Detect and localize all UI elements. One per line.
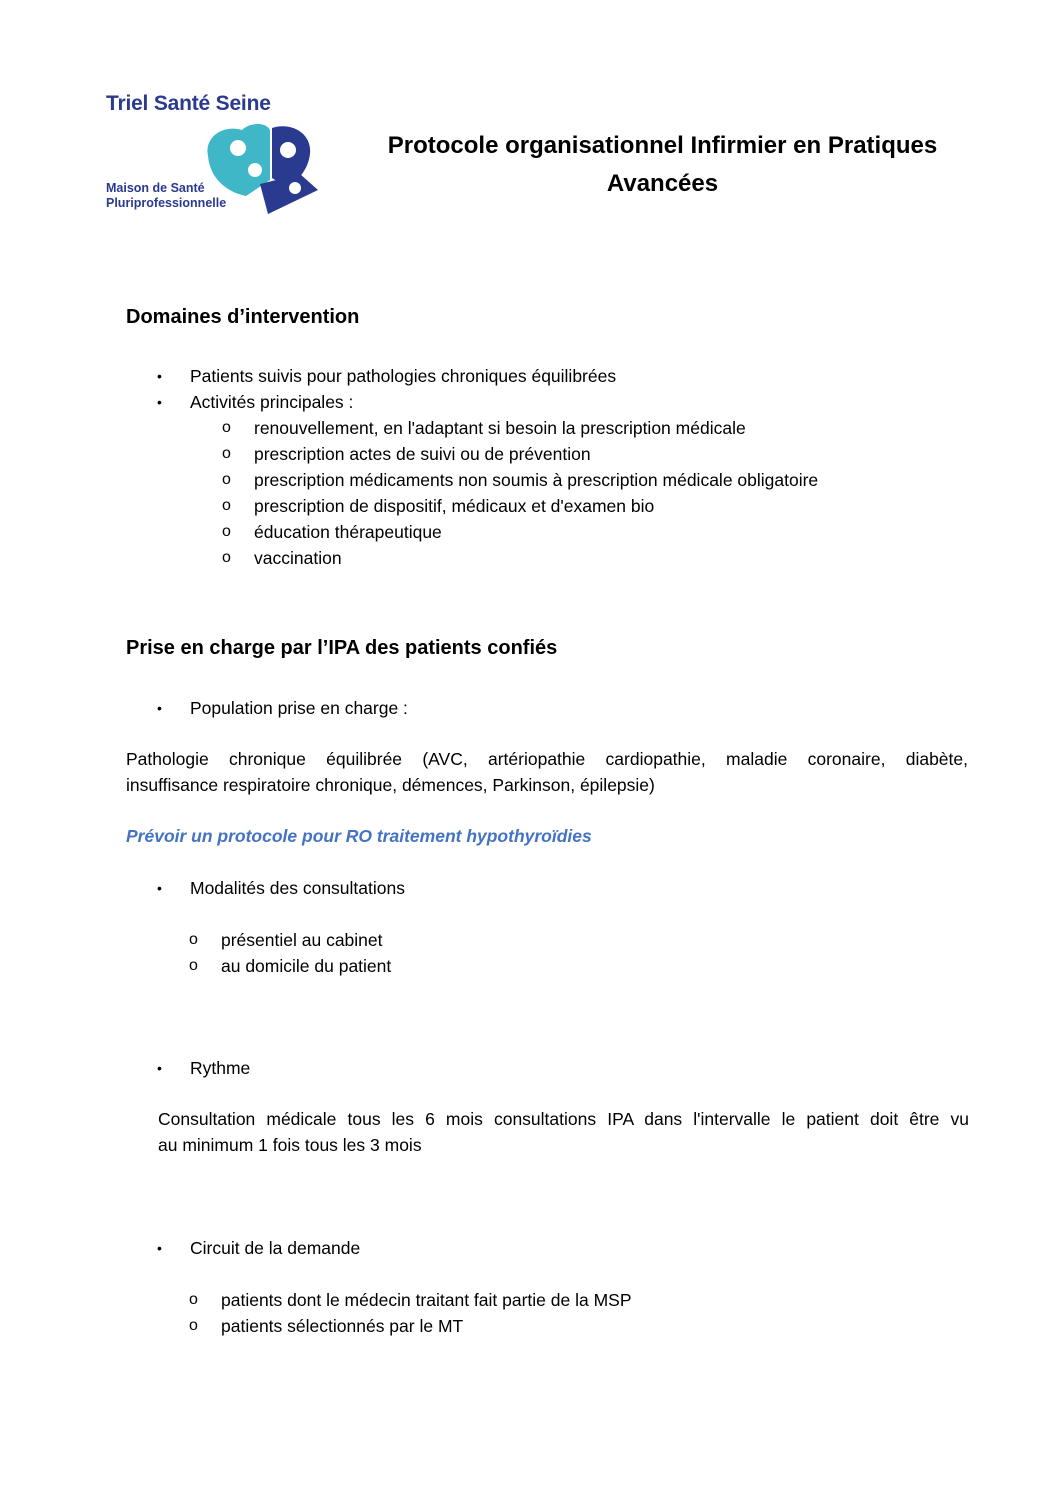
sub-list-item: vaccination — [254, 548, 342, 568]
list-item: Circuit de la demande — [190, 1238, 361, 1258]
sub-list-item: patients sélectionnés par le MT — [221, 1316, 464, 1336]
circle-bullet-icon: o — [189, 1317, 198, 1334]
section-heading-prise-en-charge: Prise en charge par l’IPA des patients confiés — [126, 637, 558, 659]
sub-list-item: présentiel au cabinet — [221, 930, 383, 950]
title-line-2: Avancées — [606, 170, 719, 197]
bullet-icon: • — [157, 1240, 162, 1256]
title-line-1: Protocole organisationnel Infirmier en Pratiques — [387, 132, 938, 159]
document-title — [340, 127, 985, 203]
circle-bullet-icon: o — [222, 471, 231, 488]
circle-bullet-icon: o — [189, 931, 198, 948]
circle-bullet-icon: o — [222, 419, 231, 436]
list-item: Modalités des consultations — [190, 878, 405, 898]
paragraph-line: Pathologie chronique équilibrée (AVC, artériopathie cardiopathie, maladie coronaire, diabète, — [126, 749, 968, 769]
sub-list-item: prescription de dispositif, médicaux et d'examen bio — [254, 496, 655, 516]
list-item: Rythme — [190, 1058, 251, 1078]
sub-list-item: patients dont le médecin traitant fait partie de la MSP — [221, 1290, 632, 1310]
logo-subtitle-2: Pluriprofessionnelle — [106, 196, 227, 210]
list-item: Population prise en charge : — [190, 698, 408, 718]
circle-bullet-icon: o — [222, 445, 231, 462]
circle-bullet-icon: o — [189, 1291, 198, 1308]
sub-list-item: éducation thérapeutique — [254, 522, 442, 542]
sub-list-item: au domicile du patient — [221, 956, 392, 976]
bullet-icon: • — [157, 880, 162, 896]
logo-subtitle-1: Maison de Santé — [106, 181, 205, 195]
bullet-icon: • — [157, 394, 162, 410]
list-item: Patients suivis pour pathologies chroniques équilibrées — [190, 366, 617, 386]
sub-list-item: prescription actes de suivi ou de prévention — [254, 444, 591, 464]
sub-list-item: renouvellement, en l'adaptant si besoin la prescription médicale — [254, 418, 746, 438]
sub-list-item: prescription médicaments non soumis à prescription médicale obligatoire — [254, 470, 819, 490]
bullet-icon: • — [157, 1060, 162, 1076]
paragraph-line: Consultation médicale tous les 6 mois consultations IPA dans l'intervalle le patient doit être vu — [158, 1109, 969, 1129]
logo-name: Triel Santé Seine — [106, 92, 271, 115]
protocol-note: Prévoir un protocole pour RO traitement hypothyroïdies — [126, 826, 592, 846]
circle-bullet-icon: o — [222, 497, 231, 514]
section-heading-domaines: Domaines d’intervention — [126, 306, 360, 328]
paragraph-line: au minimum 1 fois tous les 3 mois — [158, 1135, 422, 1155]
circle-bullet-icon: o — [222, 523, 231, 540]
paragraph-line: insuffisance respiratoire chronique, démences, Parkinson, épilepsie) — [126, 775, 655, 795]
circle-bullet-icon: o — [189, 957, 198, 974]
circle-bullet-icon: o — [222, 549, 231, 566]
list-item: Activités principales : — [190, 392, 354, 412]
bullet-icon: • — [157, 368, 162, 384]
bullet-icon: • — [157, 700, 162, 716]
